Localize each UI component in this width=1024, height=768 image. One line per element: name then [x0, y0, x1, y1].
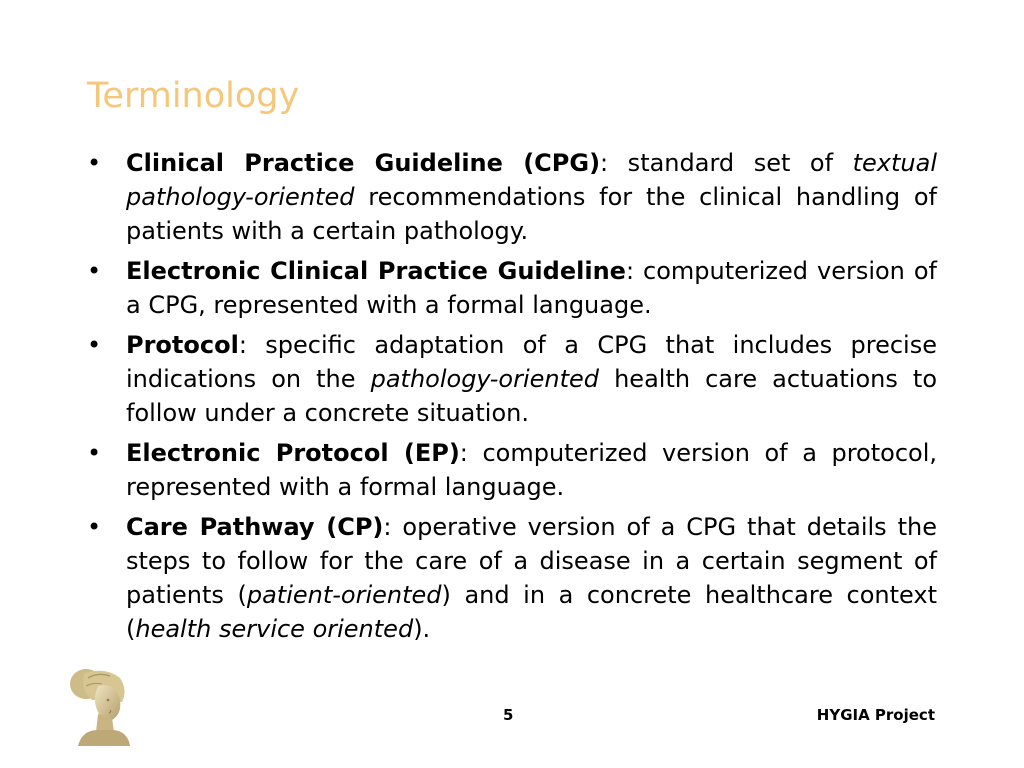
emphasis-text: patient-oriented	[246, 581, 442, 609]
list-item	[85, 436, 937, 504]
page-number: 5	[503, 706, 514, 724]
definition-text: ) and in a concrete healthcare context (	[126, 581, 937, 643]
term-label: Protocol	[126, 331, 239, 359]
term-label: Care Pathway (CP)	[126, 513, 384, 541]
definition-text: : computerized version of a protocol, represented with a formal language.	[126, 439, 937, 501]
definition-text: health care actuations to follow under a concrete situation.	[126, 365, 938, 427]
emphasis-text: textual pathology-oriented	[126, 149, 937, 211]
term-label: Electronic Clinical Practice Guideline	[126, 257, 626, 285]
definition-text: ).	[413, 615, 431, 643]
terminology-list	[85, 146, 937, 652]
list-item	[85, 146, 937, 248]
emphasis-text: pathology-oriented	[370, 365, 600, 393]
list-item	[85, 328, 937, 430]
classical-bust-icon	[64, 664, 136, 746]
term-label: Clinical Practice Guideline (CPG)	[126, 149, 601, 177]
list-item	[85, 510, 937, 646]
term-label: Electronic Protocol (EP)	[126, 439, 460, 467]
slide-title: Terminology	[87, 76, 300, 116]
definition-text: : standard set of	[600, 149, 853, 177]
definition-text: recommendations for the clinical handling of patients with a certain pathology.	[126, 183, 937, 245]
definition-text: : computerized version of a CPG, represented with a formal language.	[126, 257, 937, 319]
definition-text: : operative version of a CPG that details the steps to follow for the care of a disease in a certain segment of patients (	[126, 513, 938, 609]
emphasis-text: health service oriented	[135, 615, 414, 643]
definition-text: : specific adaptation of a CPG that includes precise indications on the	[126, 331, 937, 393]
list-item	[85, 254, 937, 322]
project-name: HYGIA Project	[816, 706, 935, 724]
